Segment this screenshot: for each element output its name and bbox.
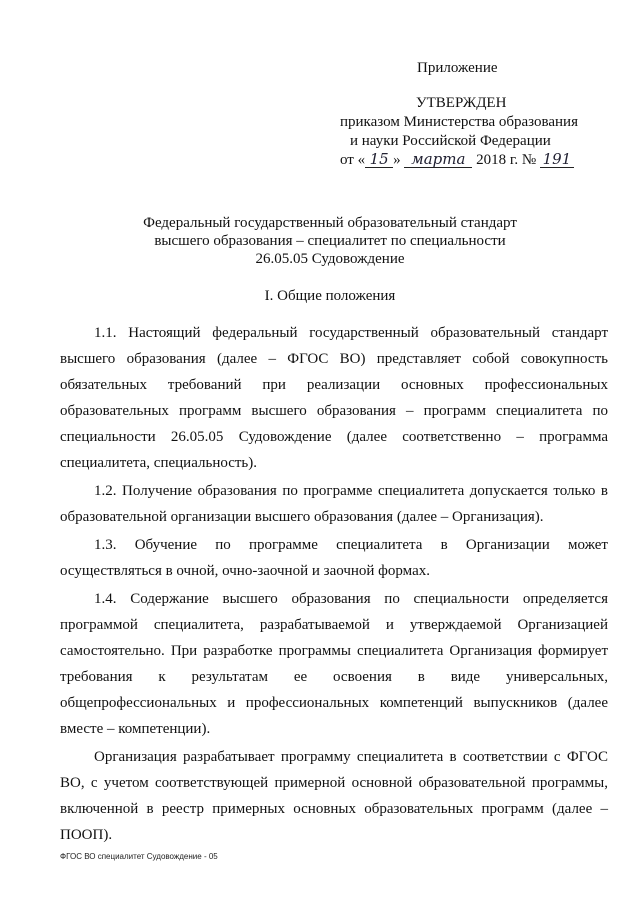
order-line-2: и науки Российской Федерации xyxy=(350,133,551,149)
page-footer: ФГОС ВО специалитет Судовождение - 05 xyxy=(60,852,218,861)
paragraph-1-3: 1.3. Обучение по программе специалитета в Организации может осуществляться в очной, очно-заочной и заочной формах. xyxy=(60,537,608,579)
standard-title xyxy=(60,214,600,268)
handwritten-month: марта xyxy=(404,151,472,168)
title-line-2: высшего образования – специалитет по специальности xyxy=(154,233,506,249)
order-line-1: приказом Министерства образования xyxy=(340,114,578,130)
paragraph-1-1: 1.1. Настоящий федеральный государственный образовательный стандарт высшего образования (далее – ФГОС ВО) представляет собой совокупность обязательных требований при реализации основных профессиональных образовательных программ высшего образования – программ специалитета по специальности 26.05.05 Судовождение (далее соответственно – программа специалитета, специальность). xyxy=(60,325,608,471)
title-line-1: Федеральный государственный образовательный стандарт xyxy=(143,215,517,231)
appendix-label: Приложение xyxy=(417,60,498,76)
handwritten-order-number: 191 xyxy=(540,151,574,168)
date-prefix: от « xyxy=(340,152,366,168)
date-mid: » xyxy=(393,152,401,168)
section-heading: I. Общие положения xyxy=(264,288,396,304)
paragraph-1-4: 1.4. Содержание высшего образования по специальности определяется программой специалитета, разрабатываемой и утверждаемой Организацией самостоятельно. При разработке программы специалитета Организация формирует требования к результатам ее освоения в виде универсальных, общепрофессиональных и профессиональных компетенций выпускников (далее вместе – компетенции). xyxy=(60,591,608,737)
paragraph-organization: Организация разрабатывает программу специалитета в соответствии с ФГОС ВО, с учетом соответствующей примерной основной образовательной программы, включенной в реестр примерных основных образовательных программ (далее – ПООП). xyxy=(60,749,608,843)
approved-heading: УТВЕРЖДЕН xyxy=(416,95,507,111)
handwritten-day: 15 xyxy=(365,151,393,168)
approval-block xyxy=(340,94,610,170)
title-line-3: 26.05.05 Судовождение xyxy=(255,251,405,267)
year-text: 2018 г. № xyxy=(476,152,537,168)
body-text xyxy=(60,320,608,850)
order-date-line xyxy=(340,151,610,170)
paragraph-1-2: 1.2. Получение образования по программе специалитета допускается только в образовательной организации высшего образования (далее – Организация). xyxy=(60,483,608,525)
